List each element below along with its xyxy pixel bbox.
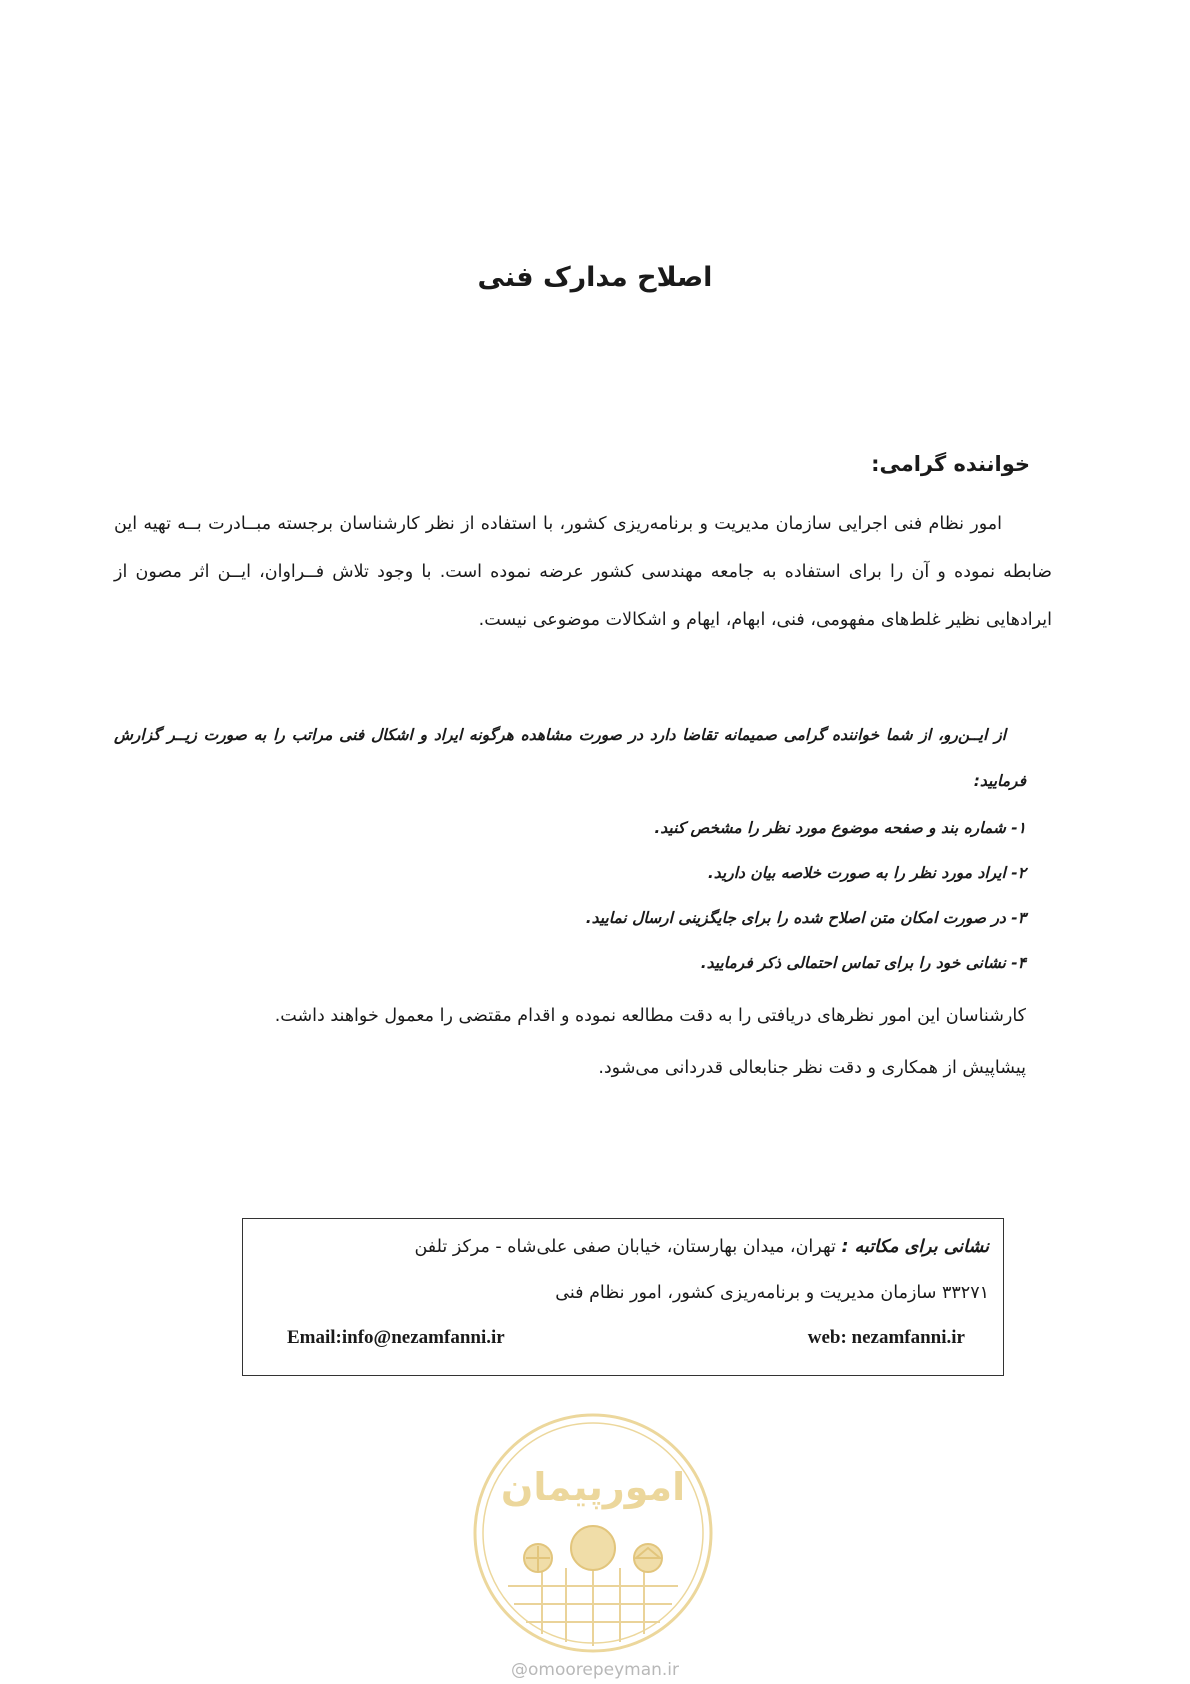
request-paragraph: از ایــن‌رو، از شما خواننده گرامی صمیمانه تقاضا دارد در صورت مشاهده هرگونه ایراد و اشکال فنی مراتب را به صورت زیــر گزارش فرمایید: [114, 726, 1026, 790]
report-steps-list [586, 806, 1026, 986]
step-item: ۲- ایراد مورد نظر را به صورت خلاصه بیان دارید. [707, 864, 1026, 882]
address-label: نشانی برای مکاتبه : [841, 1237, 989, 1257]
step-item: ۴- نشانی خود را برای تماس احتمالی ذکر فرمایید. [700, 954, 1026, 972]
intro-paragraph: امور نظام فنی اجرایی سازمان مدیریت و برنامه‌ریزی کشور، با استفاده از نظر کارشناسان برجسته مبــادرت بــه تهیه این ضابطه نموده و آن را برای استفاده به جامعه مهندسی کشور عرضه نموده است. با وجود تلاش فــراوان، ایــن اثر مصون از ایرادهایی نظیر غلط‌های مفهومی، فنی، ابهام، ایهام و اشکالات موضوعی نیست. [114, 514, 1052, 630]
contact-address-box [242, 1218, 1004, 1376]
watermark-footer: @omoorepeyman.ir [510, 1660, 680, 1680]
greeting-heading: خواننده گرامی: [871, 452, 1030, 476]
website-address[interactable]: web: nezamfanni.ir [807, 1327, 965, 1348]
address-line-1 [414, 1237, 989, 1257]
closing-line: پیشاپیش از همکاری و دقت نظر جنابعالی قدردانی می‌شود. [598, 1058, 1026, 1078]
email-address[interactable]: Email:info@nezamfanni.ir [287, 1327, 505, 1348]
address-line-2: ۳۳۲۷۱ سازمان مدیریت و برنامه‌ریزی کشور، امور نظام فنی [555, 1283, 989, 1303]
page-title: اصلاح مدارک فنی [477, 262, 713, 293]
address-text: تهران، میدان بهارستان، خیابان صفی علی‌شاه - مرکز تلفن [414, 1237, 842, 1257]
closing-section [275, 990, 1026, 1094]
closing-line: کارشناسان این امور نظرهای دریافتی را به دقت مطالعه نموده و اقدام مقتضی را معمول خواهند داشت. [274, 1006, 1026, 1026]
seal-logo-text: امورپیمان [500, 1465, 686, 1509]
step-item: ۱- شماره بند و صفحه موضوع مورد نظر را مشخص کنید. [654, 819, 1026, 837]
seal-logo-icon [468, 1408, 718, 1658]
step-item: ۳- در صورت امکان متن اصلاح شده را برای جایگزینی ارسال نمایید. [585, 909, 1026, 927]
